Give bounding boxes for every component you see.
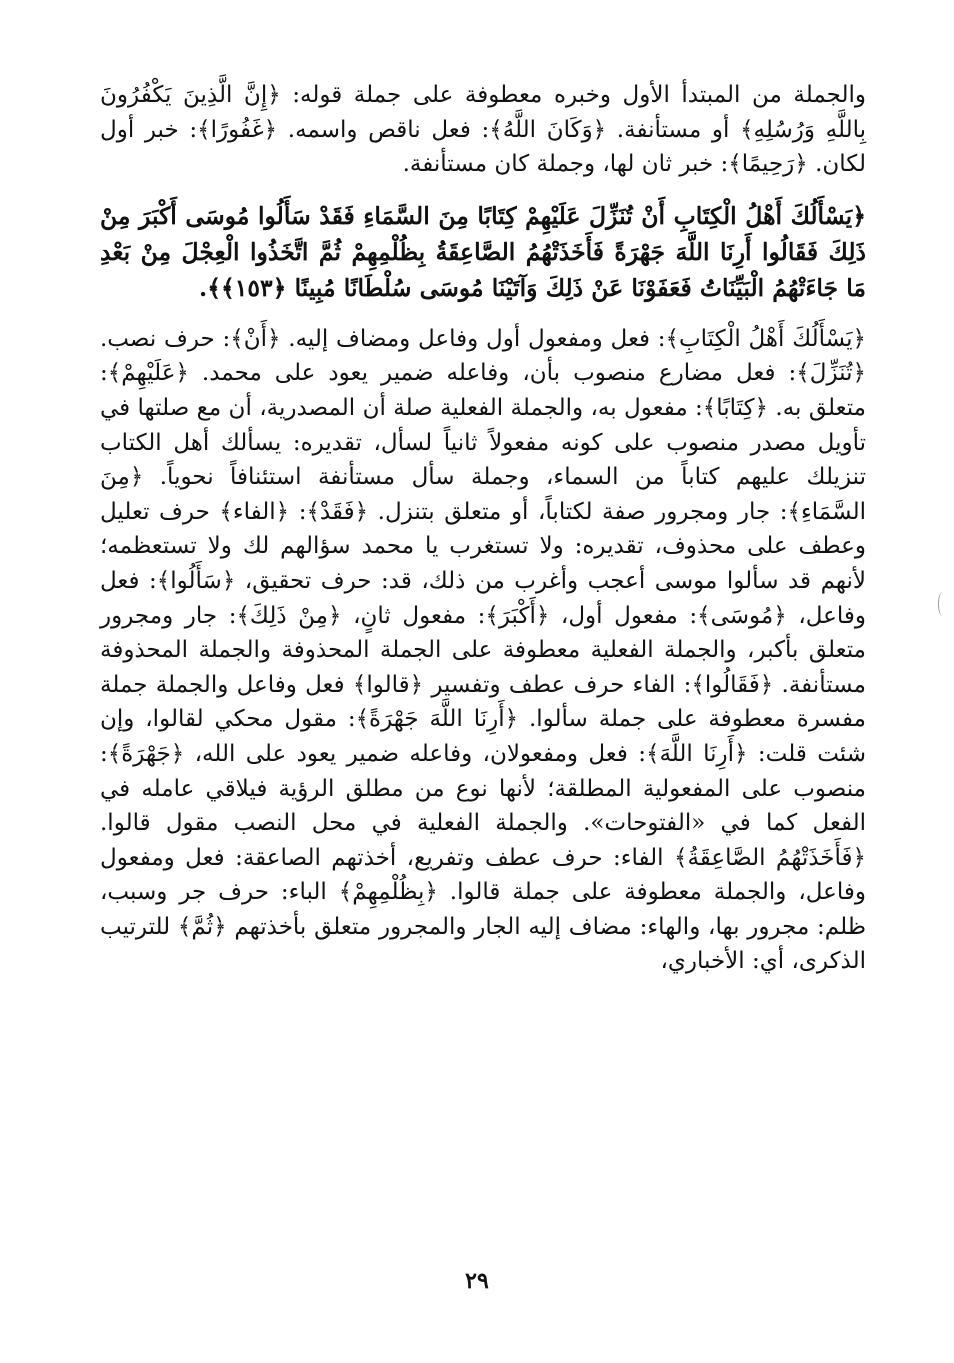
margin-bracket-mark <box>938 592 947 616</box>
page-number: ٢٩ <box>465 1268 489 1294</box>
paragraph-intro: والجملة من المبتدأ الأول وخبره معطوفة على جملة قوله: ﴿إِنَّ الَّذِينَ يَكْفُرُونَ بِاللَّهِ وَرُسُلِهِ﴾ أو مستأنفة. ﴿وَكَانَ اللَّهُ﴾: فعل ناقص واسمه. ﴿غَفُورًا﴾: خبر أول لكان. ﴿رَحِيمًا﴾: خبر ثان لها، وجملة كان مستأنفة. <box>100 82 866 178</box>
paragraph-parsing: ﴿يَسْأَلُكَ أَهْلُ الْكِتَابِ﴾: فعل ومفعول أول وفاعل ومضاف إليه. ﴿أَنْ﴾: حرف نصب. ﴿تُنَزِّلَ﴾: فعل مضارع منصوب بأن، وفاعله ضمير يعود على محمد. ﴿عَلَيْهِمْ﴾: متعلق به. ﴿كِتَابًا﴾: مفعول به، والجملة الفعلية صلة أن المصدرية، أن مع صلتها في تأويل مصدر منصوب على كونه مفعولاً ثانياً لسأل، تقديره: يسألك أهل الكتاب تنزيلك عليهم كتاباً من السماء، وجملة سأل مستأنفة استئنافاً نحوياً. ﴿مِنَ السَّمَاءِ﴾: جار ومجرور صفة لكتاباً، أو متعلق بتنزل. ﴿فَقَدْ﴾: ﴿الفاء﴾ حرف تعليل وعطف على محذوف، تقديره: ولا تستغرب يا محمد سؤالهم لك ولا تستعظمه؛ لأنهم قد سألوا موسى أعجب وأغرب من ذلك، قد: حرف تحقيق، ﴿سَأَلُوا﴾: فعل وفاعل، ﴿مُوسَى﴾: مفعول أول، ﴿أَكْبَرَ﴾: مفعول ثانٍ، ﴿مِنْ ذَلِكَ﴾: جار ومجرور متعلق بأكبر، والجملة الفعلية معطوفة على الجملة المحذوفة والجملة المحذوفة مستأنفة. ﴿فَقَالُوا﴾: الفاء حرف عطف وتفسير ﴿قالوا﴾ فعل وفاعل والجملة جملة مفسرة معطوفة على جملة سألوا. ﴿أَرِنَا اللَّهَ جَهْرَةً﴾: مقول محكي لقالوا، وإن شئت قلت: ﴿أَرِنَا اللَّهَ﴾: فعل ومفعولان، وفاعله ضمير يعود على الله، ﴿جَهْرَةً﴾: منصوب على المفعولية المطلقة؛ لأنها نوع من مطلق الرؤية فيلاقي عامله في الفعل كما في «الفتوحات». والجملة الفعلية في محل النصب مقول قالوا. ﴿فَأَخَذَتْهُمُ الصَّاعِقَةُ﴾ الفاء: حرف عطف وتفريع، أخذتهم الصاعقة: فعل ومفعول وفاعل، والجملة معطوفة على جملة قالوا. ﴿بِظُلْمِهِمْ﴾ الباء: حرف جر وسبب، ظلم: مجرور بها، والهاء: مضاف إليه الجار والمجرور متعلق بأخذتهم ﴿ثُمَّ﴾ للترتيب الذكرى، أي: الأخباري، <box>100 325 866 975</box>
quran-verse-paragraph: ﴿يَسْأَلُكَ أَهْلُ الْكِتَابِ أَنْ تُنَزِّلَ عَلَيْهِمْ كِتَابًا مِنَ السَّمَاءِ فَقَدْ سَأَلُوا مُوسَى أَكْبَرَ مِنْ ذَلِكَ فَقَالُوا أَرِنَا اللَّهَ جَهْرَةً فَأَخَذَتْهُمُ الصَّاعِقَةُ بِظُلْمِهِمْ ثُمَّ اتَّخَذُوا الْعِجْلَ مِنْ بَعْدِ مَا جَاءَتْهُمُ الْبَيِّنَاتُ فَعَفَوْنَا عَنْ ذَلِكَ وَآتَيْنَا مُوسَى سُلْطَانًا مُبِينًا ﴿١٥٣﴾﴾. <box>100 201 866 302</box>
document-page <box>100 78 866 1338</box>
